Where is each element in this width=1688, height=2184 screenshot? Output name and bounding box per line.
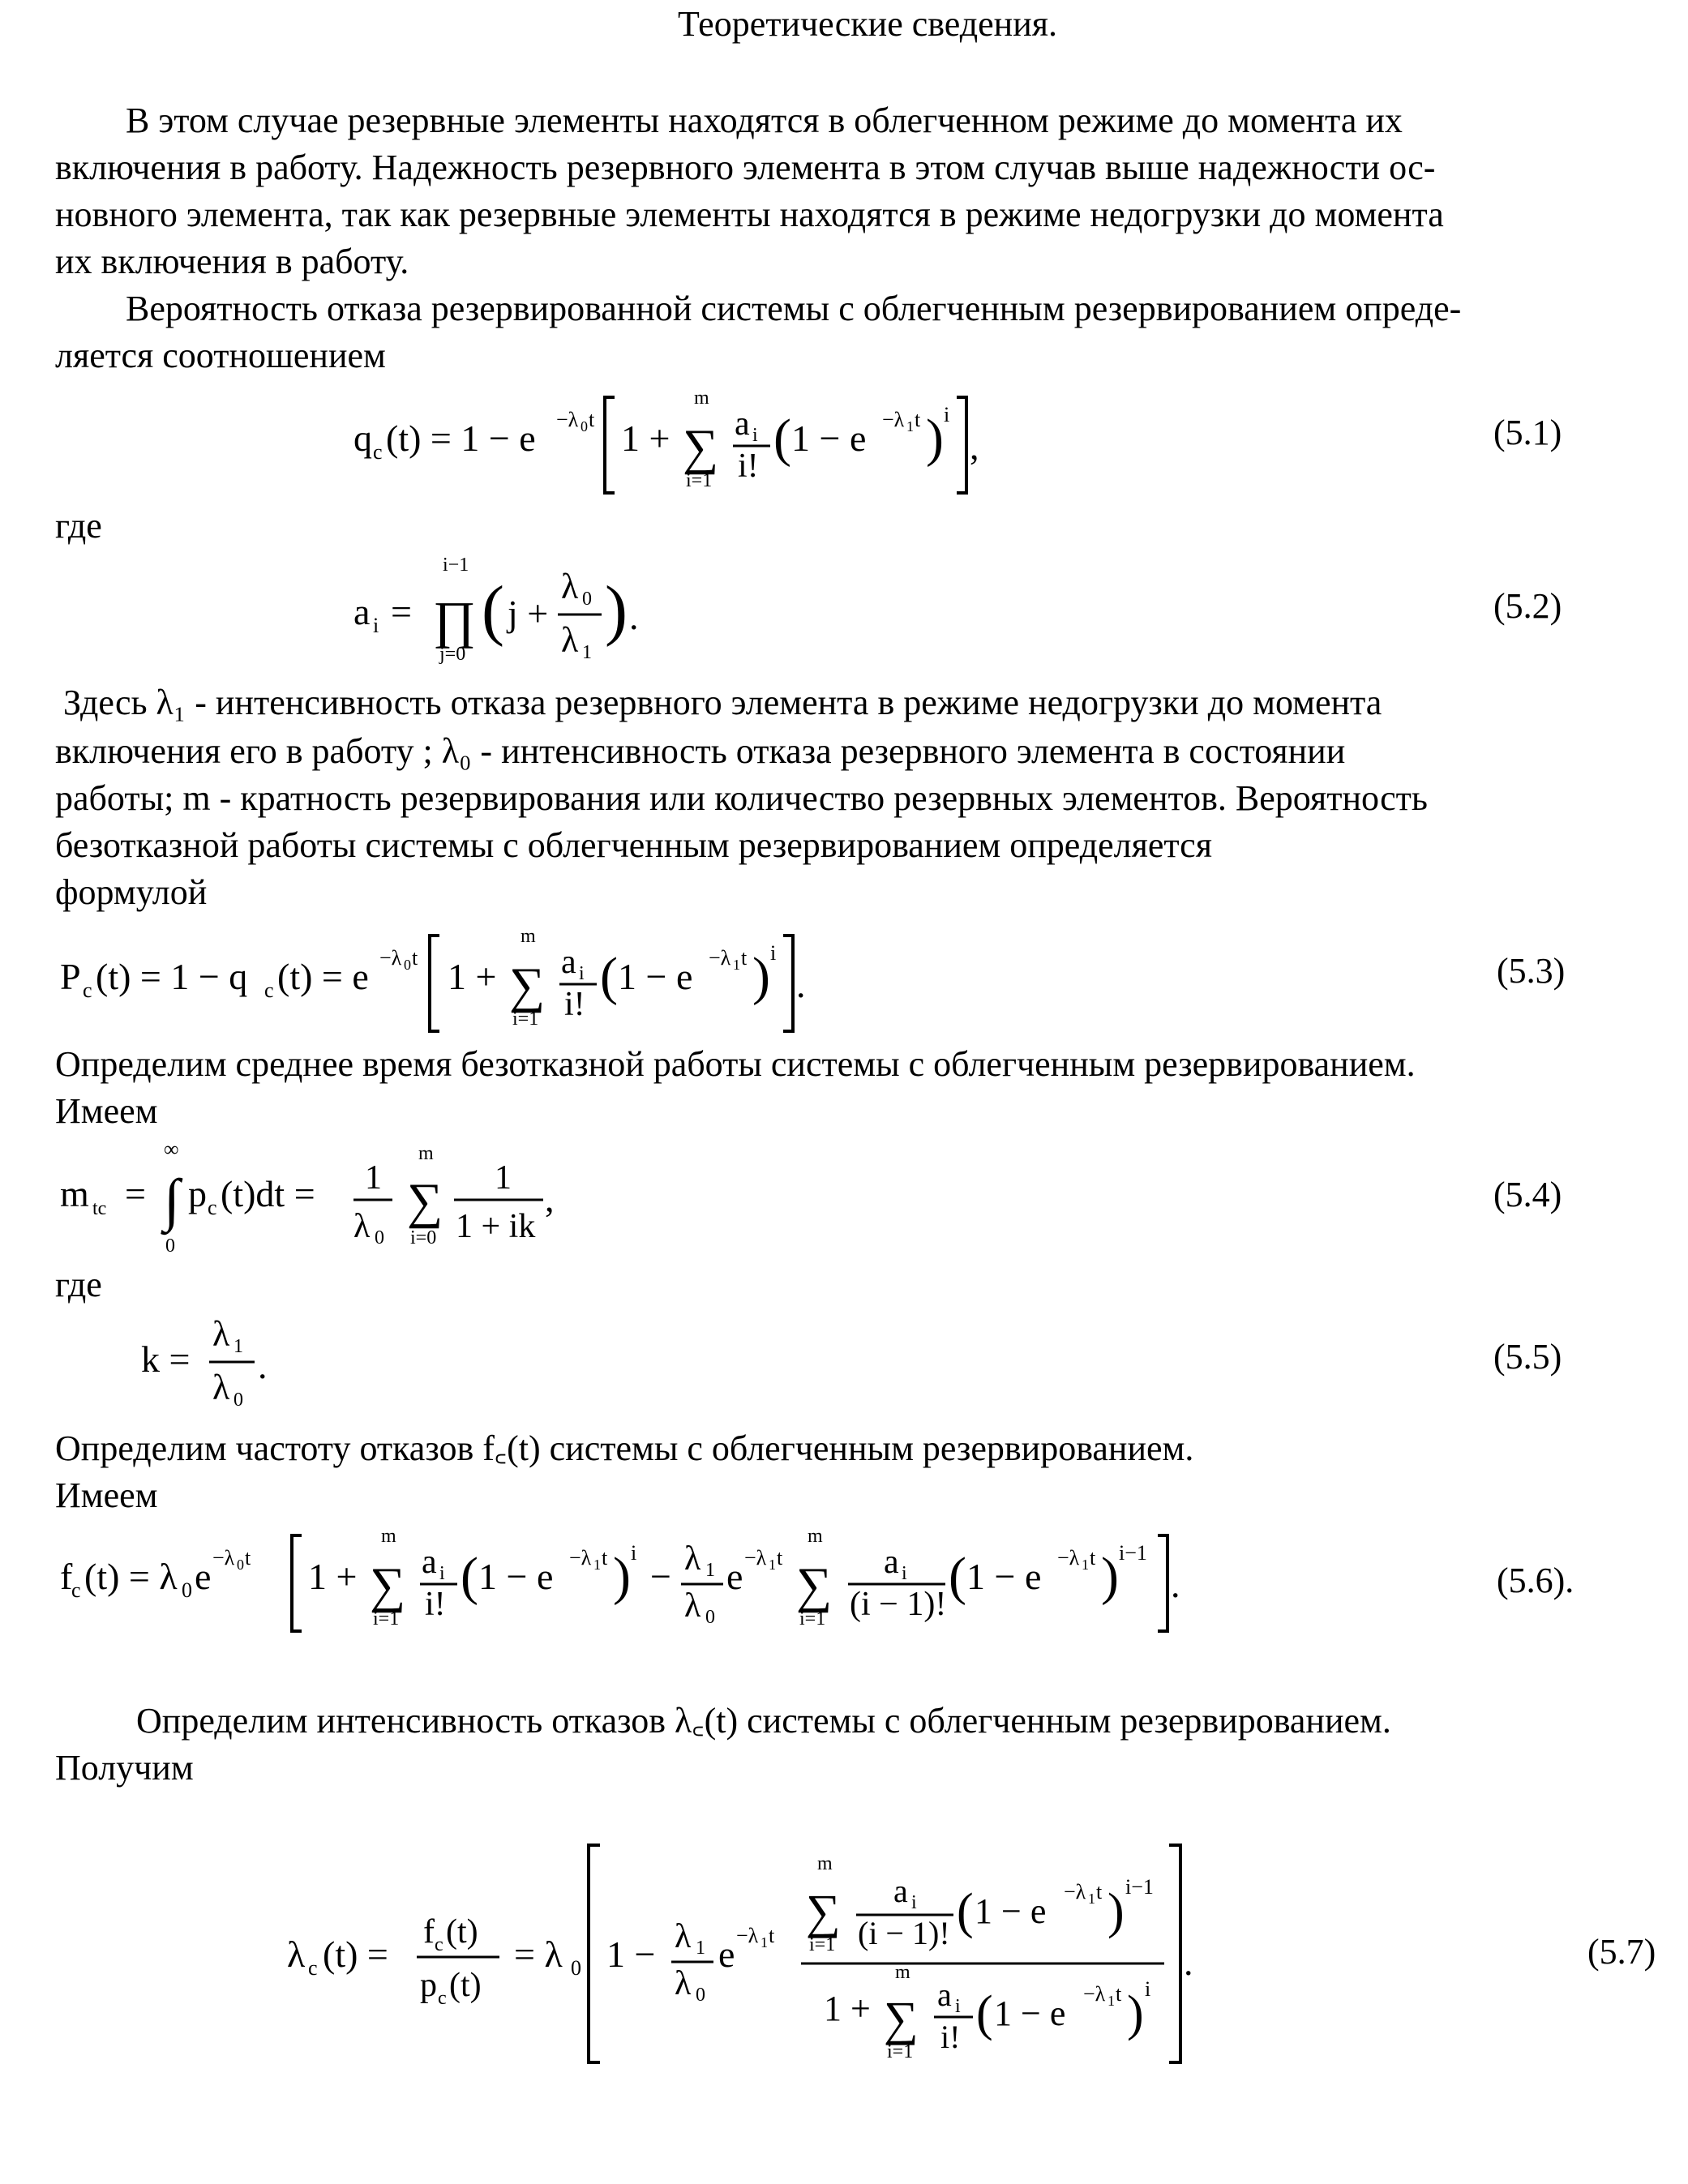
svg-text:0: 0 [582, 589, 592, 610]
svg-text:1: 1 [696, 1938, 705, 1959]
svg-text:t: t [777, 1546, 783, 1569]
svg-text:t: t [741, 946, 748, 970]
equation-5-2 [349, 551, 689, 673]
svg-text:λ: λ [684, 1540, 701, 1578]
svg-text:(t) =: (t) = [323, 1933, 388, 1975]
svg-text:t: t [1090, 1546, 1096, 1569]
svg-text:0: 0 [571, 1956, 581, 1980]
svg-text:−λ: −λ [744, 1546, 767, 1569]
svg-text:0: 0 [581, 418, 588, 435]
svg-text:λ: λ [675, 1918, 692, 1955]
svg-text:i: i [1145, 1977, 1151, 2001]
svg-text:1: 1 [1088, 1891, 1095, 1907]
svg-text:k =: k = [141, 1338, 191, 1380]
svg-text:λ: λ [212, 1368, 230, 1407]
equation-number-5-7: (5.7) [1587, 1932, 1656, 1972]
svg-text:i=1: i=1 [373, 1608, 400, 1629]
paragraph-2-line-2: ляется соотношением [55, 336, 386, 375]
svg-text:−λ: −λ [736, 1924, 759, 1947]
svg-text:i: i [752, 425, 758, 446]
svg-text:∑: ∑ [683, 420, 719, 475]
svg-text:i=0: i=0 [410, 1227, 437, 1248]
svg-text:1: 1 [495, 1159, 512, 1197]
svg-text:p: p [188, 1173, 207, 1214]
svg-text:.: . [258, 1345, 268, 1386]
svg-text:e: e [718, 1933, 735, 1975]
svg-text:0: 0 [237, 1557, 244, 1573]
svg-text:λ: λ [684, 1587, 701, 1625]
svg-text:i: i [770, 941, 777, 965]
svg-text:t: t [1116, 1982, 1122, 2006]
svg-text:a: a [422, 1544, 437, 1581]
svg-text:f: f [60, 1556, 73, 1597]
svg-text:a: a [561, 944, 576, 981]
svg-text:(: ( [957, 1884, 974, 1939]
svg-text:P: P [60, 956, 81, 997]
svg-text:a: a [937, 1976, 952, 2013]
svg-text:1: 1 [906, 418, 914, 435]
paragraph-3-line-3: работы; m - кратность резервирования или количество резервных элементов. Вероятность [55, 778, 1428, 818]
svg-text:∞: ∞ [164, 1137, 179, 1161]
svg-text:f: f [423, 1913, 435, 1951]
svg-text:−λ: −λ [709, 946, 731, 970]
svg-text:1 +: 1 + [621, 418, 670, 459]
svg-text:t: t [245, 1546, 251, 1569]
svg-text:c: c [438, 1988, 447, 2009]
where-label-1: где [55, 506, 102, 546]
svg-text:∑: ∑ [407, 1174, 443, 1229]
svg-text:1 − e: 1 − e [478, 1556, 554, 1597]
svg-text:q: q [353, 418, 372, 459]
svg-text:c: c [264, 979, 274, 1002]
svg-text:i=1: i=1 [799, 1608, 826, 1629]
svg-text:.: . [1171, 1564, 1180, 1605]
svg-text:i=1: i=1 [512, 1008, 539, 1030]
svg-text:−: − [650, 1556, 671, 1597]
svg-text:tc: tc [92, 1198, 107, 1219]
svg-text:c: c [308, 1956, 318, 1980]
svg-text:t: t [769, 1924, 775, 1947]
svg-text:0: 0 [233, 1390, 243, 1411]
svg-text:i=1: i=1 [809, 1934, 836, 1955]
svg-text:1: 1 [769, 1557, 776, 1573]
svg-text:1 − e: 1 − e [994, 1993, 1066, 2033]
svg-text:(: ( [773, 409, 791, 468]
svg-text:1: 1 [582, 642, 592, 663]
svg-text:,: , [545, 1178, 555, 1219]
svg-text:m: m [60, 1173, 89, 1214]
paragraph-5-line-2: Имеем [55, 1475, 158, 1515]
svg-text:1 − e: 1 − e [618, 956, 693, 997]
paragraph-1-line-1: В этом случае резервные элементы находятся в облегченном режиме до момента их [126, 101, 1403, 140]
svg-text:∫: ∫ [164, 1167, 180, 1232]
svg-text:c: c [208, 1196, 217, 1219]
svg-text:λ: λ [353, 1208, 371, 1245]
svg-text:i−1: i−1 [443, 555, 469, 576]
svg-text:): ) [1107, 1884, 1125, 1939]
svg-text:−λ: −λ [212, 1546, 235, 1569]
svg-text:0: 0 [404, 957, 411, 973]
equation-5-3 [54, 919, 832, 1041]
svg-text:i=1: i=1 [686, 470, 713, 491]
svg-text:m: m [808, 1526, 823, 1547]
svg-text:i: i [955, 1996, 961, 2017]
svg-text:∑: ∑ [884, 1992, 919, 2045]
svg-text:−λ: −λ [1057, 1546, 1080, 1569]
svg-text:(t): (t) [446, 1913, 478, 1951]
svg-text:i: i [902, 1563, 907, 1584]
svg-text:0: 0 [182, 1578, 192, 1602]
paragraph-6-line-1: Определим интенсивность отказов λ꜀(t) системы с облегченным резервированием. [136, 1701, 1391, 1741]
svg-text:i: i [911, 1892, 917, 1913]
svg-text:(i − 1)!: (i − 1)! [850, 1586, 947, 1623]
svg-text:i: i [944, 403, 950, 426]
svg-text:(t) = λ: (t) = λ [84, 1556, 178, 1597]
svg-text:t: t [602, 1546, 608, 1569]
svg-text:): ) [752, 947, 770, 1006]
svg-text:i: i [373, 614, 379, 637]
svg-text:a: a [735, 405, 750, 443]
svg-text:1 − e: 1 − e [975, 1891, 1047, 1931]
svg-text:(i − 1)!: (i − 1)! [858, 1915, 950, 1951]
paragraph-1-line-2: включения в работу. Надежность резервного элемента в этом случав выше надежности ос- [55, 148, 1436, 187]
svg-text:1: 1 [705, 1560, 715, 1581]
svg-text:λ: λ [287, 1933, 306, 1975]
equation-number-5-3: (5.3) [1497, 951, 1566, 991]
paragraph-3-line-4: безотказной работы системы с облегченным резервированием определяется [55, 825, 1212, 865]
svg-text:∑: ∑ [370, 1558, 406, 1613]
svg-text:1: 1 [593, 1557, 601, 1573]
svg-text:c: c [83, 979, 92, 1002]
equation-number-5-6: (5.6). [1497, 1561, 1574, 1600]
svg-text:∑: ∑ [796, 1558, 833, 1613]
svg-text:−λ: −λ [1064, 1880, 1086, 1904]
svg-text:i!: i! [940, 2019, 961, 2055]
svg-text:∑: ∑ [806, 1885, 841, 1938]
svg-text:0: 0 [165, 1235, 175, 1257]
svg-text:1 − e: 1 − e [966, 1556, 1042, 1597]
paragraph-4-line-1: Определим среднее время безотказной работы системы с облегченным резервированием. [55, 1044, 1416, 1084]
svg-text:.: . [629, 596, 639, 637]
svg-text:p: p [420, 1967, 437, 2004]
svg-text:m: m [521, 926, 536, 947]
svg-text:i=1: i=1 [887, 2041, 914, 2062]
svg-text:t: t [589, 408, 595, 431]
equation-5-1 [341, 381, 989, 503]
equation-5-6 [54, 1519, 1205, 1641]
svg-text:): ) [1127, 1986, 1144, 2041]
svg-text:1: 1 [760, 1934, 768, 1951]
svg-text:m: m [381, 1526, 396, 1547]
svg-text:): ) [926, 409, 944, 468]
svg-text:i!: i! [738, 448, 759, 485]
svg-text:1: 1 [1082, 1557, 1089, 1573]
svg-text:a: a [893, 1873, 908, 1909]
svg-text:i!: i! [564, 986, 585, 1023]
svg-text:=: = [391, 591, 412, 632]
svg-text:λ: λ [675, 1965, 692, 2002]
svg-text:): ) [1101, 1547, 1119, 1606]
svg-text:(: ( [949, 1547, 966, 1606]
svg-text:0: 0 [696, 1985, 705, 2006]
svg-text:a: a [884, 1544, 899, 1581]
svg-text:): ) [605, 572, 628, 648]
svg-text:∏: ∏ [433, 591, 476, 649]
svg-text:i: i [631, 1541, 637, 1565]
svg-text:m: m [694, 388, 709, 409]
svg-text:1: 1 [1107, 1993, 1115, 2009]
svg-text:e: e [726, 1556, 743, 1597]
paragraph-6-line-2: Получим [55, 1748, 194, 1788]
equation-5-5 [138, 1305, 316, 1419]
svg-text:t: t [1096, 1880, 1103, 1904]
svg-text:(: ( [482, 572, 504, 648]
svg-text:1 + ik: 1 + ik [456, 1208, 536, 1245]
equation-number-5-2: (5.2) [1493, 586, 1562, 626]
svg-text:0: 0 [705, 1607, 715, 1628]
svg-text:λ: λ [212, 1314, 230, 1354]
svg-text:c: c [435, 1934, 443, 1955]
svg-text:i: i [439, 1563, 445, 1584]
svg-text:): ) [613, 1547, 631, 1606]
svg-text:(t) = 1 − q: (t) = 1 − q [96, 956, 248, 997]
svg-text:(t) = e: (t) = e [277, 956, 369, 997]
paragraph-4-line-2: Имеем [55, 1091, 158, 1131]
svg-text:(: ( [461, 1547, 478, 1606]
svg-text:t: t [412, 946, 418, 970]
svg-text:1 +: 1 + [448, 956, 497, 997]
svg-text:i−1: i−1 [1119, 1541, 1147, 1565]
svg-text:λ: λ [561, 567, 579, 606]
svg-text:−λ: −λ [882, 408, 905, 431]
where-label-2: где [55, 1265, 102, 1304]
svg-text:=: = [125, 1173, 146, 1214]
svg-text:(t)dt =: (t)dt = [221, 1173, 315, 1214]
svg-text:i: i [579, 963, 585, 984]
equation-5-4 [54, 1138, 589, 1260]
svg-text:m: m [418, 1143, 434, 1164]
svg-text:(t): (t) [449, 1967, 482, 2004]
svg-text:0: 0 [375, 1227, 384, 1248]
equation-5-7 [284, 1837, 1208, 2080]
svg-text:m: m [817, 1853, 833, 1874]
svg-text:(t) = 1 − e: (t) = 1 − e [386, 418, 536, 459]
svg-text:−λ: −λ [379, 946, 402, 970]
svg-text:1 −: 1 − [606, 1933, 656, 1975]
paragraph-1-line-3: новного элемента, так как резервные элементы находятся в режиме недогрузки до момента [55, 195, 1444, 234]
svg-text:i!: i! [425, 1586, 446, 1623]
svg-text:j +: j + [508, 593, 549, 634]
svg-text:= λ: = λ [514, 1933, 563, 1975]
equation-number-5-5: (5.5) [1493, 1337, 1562, 1377]
svg-text:a: a [353, 591, 371, 632]
svg-text:1: 1 [733, 957, 740, 973]
svg-text:1: 1 [233, 1336, 243, 1357]
svg-text:λ: λ [561, 620, 579, 660]
svg-text:t: t [915, 408, 921, 431]
svg-text:m: m [895, 1962, 910, 1983]
svg-text:c: c [71, 1578, 81, 1602]
paragraph-1-line-4: их включения в работу. [55, 242, 409, 281]
svg-text:i−1: i−1 [1125, 1875, 1154, 1899]
paragraph-5-line-1: Определим частоту отказов f꜀(t) системы с облегченным резервированием. [55, 1428, 1194, 1468]
svg-text:.: . [796, 964, 806, 1005]
equation-number-5-1: (5.1) [1493, 413, 1562, 452]
svg-text:1: 1 [365, 1159, 382, 1197]
paragraph-3-line-2: включения его в работу ; λ₀ - интенсивность отказа резервного элемента в состоянии [55, 731, 1346, 771]
svg-text:(: ( [976, 1986, 993, 2041]
svg-text:c: c [373, 440, 383, 464]
svg-text:1 +: 1 + [308, 1556, 358, 1597]
svg-text:,: , [970, 426, 979, 467]
equation-number-5-4: (5.4) [1493, 1175, 1562, 1214]
svg-text:1 − e: 1 − e [791, 418, 867, 459]
paragraph-2-line-1: Вероятность отказа резервированной системы с облегченным резервированием опреде- [126, 289, 1462, 328]
svg-text:j=0: j=0 [439, 644, 466, 665]
paragraph-3-line-1: Здесь λ₁ - интенсивность отказа резервного элемента в режиме недогрузки до момента [63, 683, 1382, 722]
svg-text:1 +: 1 + [824, 1989, 871, 2028]
svg-text:(: ( [600, 947, 618, 1006]
svg-text:−λ: −λ [556, 408, 579, 431]
svg-text:−λ: −λ [569, 1546, 592, 1569]
svg-text:e: e [195, 1556, 212, 1597]
page-title: Теоретические сведения. [677, 4, 1057, 44]
svg-text:∑: ∑ [509, 958, 546, 1013]
svg-text:.: . [1184, 1942, 1193, 1983]
paragraph-3-line-5: формулой [55, 872, 208, 912]
svg-text:−λ: −λ [1083, 1982, 1106, 2006]
